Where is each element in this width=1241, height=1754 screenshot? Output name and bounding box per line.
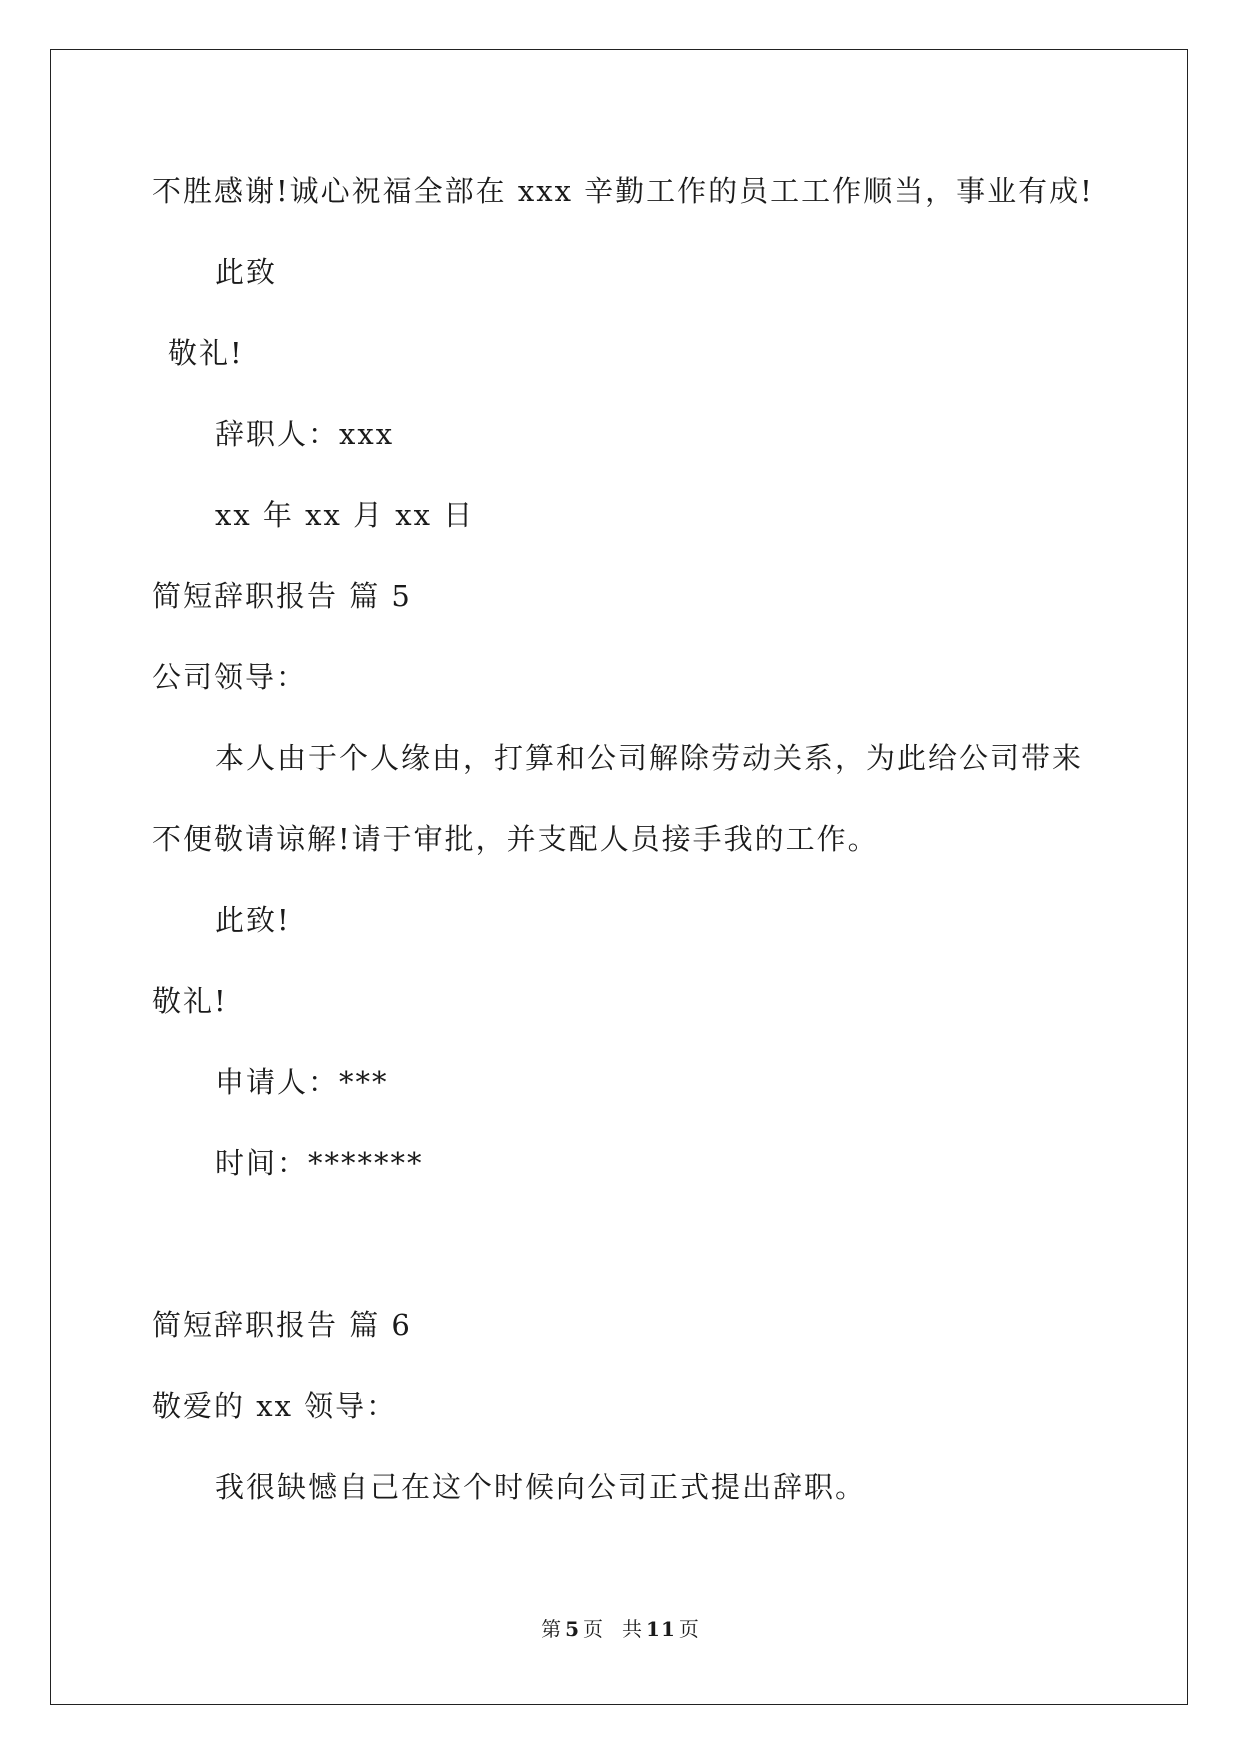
footer-page-prefix: 第 xyxy=(541,1617,563,1641)
page-border xyxy=(50,49,1188,1705)
text-line: 敬礼! xyxy=(152,984,228,1018)
text-line: 此致 xyxy=(215,255,278,289)
footer-total-suffix: 页 xyxy=(678,1617,700,1641)
section-heading: 简短辞职报告 篇 5 xyxy=(152,579,412,613)
page-footer xyxy=(0,1616,1241,1642)
text-line: 不胜感谢!诚心祝福全部在 xxx 辛勤工作的员工工作顺当，事业有成! xyxy=(152,174,1094,208)
text-line: 我很缺憾自己在这个时候向公司正式提出辞职。 xyxy=(215,1470,867,1504)
footer-total-prefix: 共 xyxy=(622,1617,644,1641)
salutation: 敬爱的 xx 领导： xyxy=(152,1389,398,1423)
text-line: xx 年 xx 月 xx 日 xyxy=(215,498,475,532)
text-line: 敬礼! xyxy=(168,336,244,370)
text-line: 此致! xyxy=(215,903,291,937)
text-line: 申请人：*** xyxy=(215,1065,389,1099)
footer-page-suffix: 页 xyxy=(583,1617,605,1641)
text-line: 本人由于个人缘由，打算和公司解除劳动关系，为此给公司带来 xyxy=(215,741,1084,775)
text-line: 时间：******* xyxy=(215,1146,424,1180)
footer-page-total: 11 xyxy=(646,1617,676,1641)
salutation: 公司领导： xyxy=(152,660,308,694)
section-heading: 简短辞职报告 篇 6 xyxy=(152,1308,412,1342)
footer-page-current: 5 xyxy=(565,1617,581,1641)
text-line: 不便敬请谅解!请于审批，并支配人员接手我的工作。 xyxy=(152,822,879,856)
text-line: 辞职人：xxx xyxy=(215,417,395,451)
